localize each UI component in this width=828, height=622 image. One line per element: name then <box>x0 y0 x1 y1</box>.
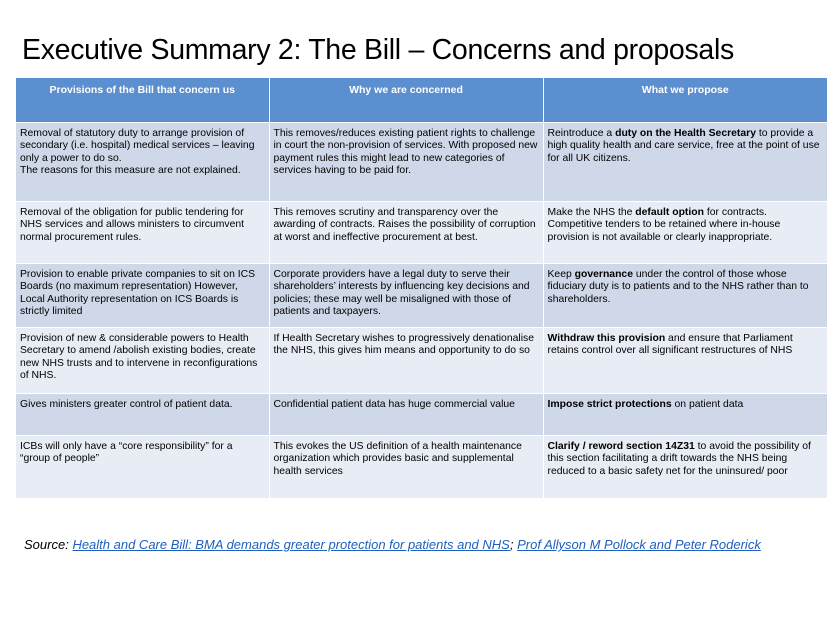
proposal-emphasis: duty on the Health Secretary <box>615 127 756 139</box>
provision-text: The reasons for this measure are not explained. <box>20 165 241 177</box>
provision-cell <box>16 122 269 201</box>
table-row <box>16 327 827 393</box>
proposal-emphasis: default option <box>635 206 704 218</box>
provision-text: Provision of new & considerable powers to Health Secretary to amend /abolish existing bodies, create new NHS trusts and to intervene in reconfigurations of NHS. <box>20 332 258 382</box>
source-citation: Source: Health and Care Bill: BMA demands greater protection for patients and NHS; Prof Allyson M Pollock and Peter Roderick <box>24 537 761 552</box>
provision-text: Provision to enable private companies to sit on ICS Boards (no maximum representation) However, Local Authority representation on ICS Boards is strictly limited <box>20 268 256 318</box>
concern-cell: If Health Secretary wishes to progressively denationalise the NHS, this gives him means and opportunity to do so <box>269 327 543 393</box>
provision-cell <box>16 201 269 263</box>
concern-cell: Confidential patient data has huge commercial value <box>269 393 543 435</box>
provision-cell <box>16 327 269 393</box>
header-concerns: Why we are concerned <box>269 78 543 122</box>
table-row <box>16 263 827 327</box>
bma-link[interactable]: Health and Care Bill: BMA demands greater protection for patients and NHS <box>72 537 510 552</box>
provision-cell <box>16 393 269 435</box>
proposal-cell: Keep governance under the control of those whose fiduciary duty is to patients and to the NHS rather than to shareholders. <box>543 263 827 327</box>
concern-cell: Corporate providers have a legal duty to serve their shareholders’ interests by influencing key decisions and policies; these may well be misaligned with those of patients and taxpayers. <box>269 263 543 327</box>
concern-cell: This evokes the US definition of a health maintenance organization which provides basic and supplemental health services <box>269 435 543 498</box>
table-row <box>16 393 827 435</box>
header-proposals: What we propose <box>543 78 827 122</box>
concern-cell: This removes/reduces existing patient rights to challenge in court the non-provision of services. With proposed new payment rules this might lead to new categories of services having to be paid for. <box>269 122 543 201</box>
proposal-emphasis: governance <box>574 268 633 280</box>
proposal-cell: Make the NHS the default option for contracts. Competitive tenders to be retained where in-house provision is not available or clearly inappropriate. <box>543 201 827 263</box>
provision-cell <box>16 435 269 498</box>
proposal-emphasis: Clarify / reword section 14Z31 <box>547 440 695 452</box>
table-row <box>16 201 827 263</box>
proposal-cell: Reintroduce a duty on the Health Secretary to provide a high quality health and care service, free at the point of use for all UK citizens. <box>543 122 827 201</box>
header-provisions: Provisions of the Bill that concern us <box>16 78 269 122</box>
proposal-emphasis: Withdraw this provision <box>547 332 666 344</box>
provision-text: Removal of the obligation for public tendering for NHS services and allows ministers to circumvent normal procurement rules. <box>20 206 245 243</box>
provision-text: Removal of statutory duty to arrange provision of secondary (i.e. hospital) medical services – leaving only a power to do so. <box>20 127 255 164</box>
provision-text: Gives ministers greater control of patient data. <box>20 398 233 410</box>
table-header-row <box>16 78 827 122</box>
provision-cell <box>16 263 269 327</box>
concerns-table <box>16 78 827 498</box>
pollock-roderick-link[interactable]: Prof Allyson M Pollock and Peter Roderick <box>517 537 761 552</box>
proposal-cell: Impose strict protections on patient data <box>543 393 827 435</box>
proposal-cell: Withdraw this provision and ensure that Parliament retains control over all significant restructures of NHS <box>543 327 827 393</box>
proposal-cell: Clarify / reword section 14Z31 to avoid the possibility of this section facilitating a drift towards the NHS being reduced to a basic safety net for the uninsured/ poor <box>543 435 827 498</box>
source-label: Source <box>24 537 66 552</box>
provision-text: ICBs will only have a “core responsibility” for a “group of people” <box>20 440 233 465</box>
concern-cell: This removes scrutiny and transparency over the awarding of contracts. Raises the possibility of corruption at worst and ineffective procurement at best. <box>269 201 543 263</box>
table-row <box>16 122 827 201</box>
slide-title: Executive Summary 2: The Bill – Concerns and proposals <box>22 34 734 66</box>
table-row <box>16 435 827 498</box>
proposal-emphasis: Impose strict protections <box>547 398 672 410</box>
